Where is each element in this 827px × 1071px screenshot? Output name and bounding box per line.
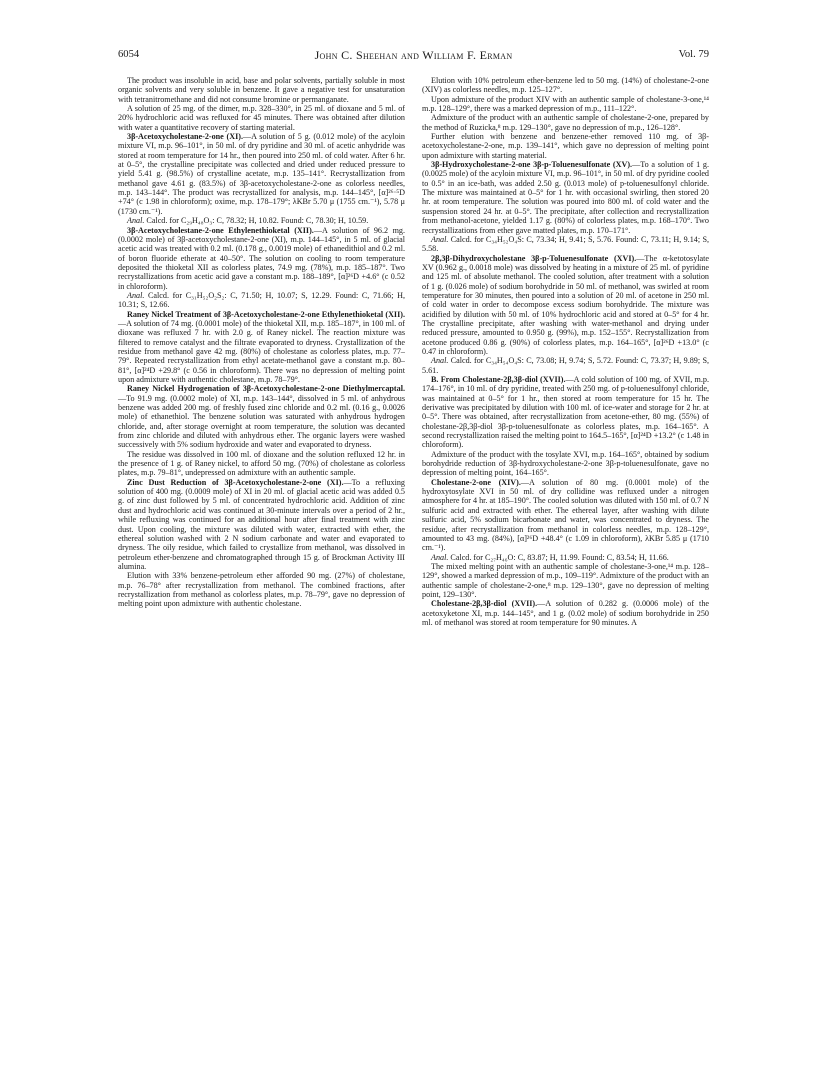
running-head-authors: John C. Sheehan and William F. Erman [314, 48, 513, 62]
paragraph-text: Calcd. for C₃₁H₅₂O₂S₂: C, 71.50; H, 10.07; S, 12.29. Found: C, 71.66; H, 10.31; S, 12.66. [118, 290, 405, 310]
paragraph-text: Admixture of the product with the tosylate XVI, m.p. 164–165°, obtained by sodium borohydride reduction of 3β-hydroxycholestane-2-one 3β-p-toluenesulfonate, gave no depression of melting point, 164–165°. [422, 449, 709, 478]
paragraph [118, 104, 405, 132]
paragraph [422, 599, 709, 627]
paragraph-text: A solution of 25 mg. of the dimer, m.p. 328–330°, in 25 ml. of dioxane and 5 ml. of 20% hydrochloric acid was refluxed for 45 minutes. There was obtained after dilution with water a quantitative recovery of starting material. [118, 104, 405, 132]
paragraph-text: The residue was dissolved in 100 ml. of dioxane and the solution refluxed 12 hr. in the presence of 1 g. of Raney nickel, to afford 50 mg. (70%) of cholestane as colorless plates, m.p. 79–81°, undepressed on admixture with an authentic sample. [118, 449, 405, 478]
paragraph-text: Calcd. for C₂₉H₄₈O₃: C, 78.32; H, 10.82. Found: C, 78.30; H, 10.59. [144, 216, 369, 226]
paragraph-text: —To 91.9 mg. (0.0002 mole) of XI, m.p. 143–144°, dissolved in 5 ml. of anhydrous benzene was added 200 mg. of freshly fused zinc chloride and 0.2 ml. (0.16 g., 0.0026 mole) of ethanethiol. The benzene solution was saturated with anhydrous hydrogen chloride, and, after storage overnight at room temperature, the solution was decanted from zinc chloride and diluted with anhydrous ether. The organic layers were washed successively with 5% sodium hydroxide and water and evaporated to dryness. [118, 393, 405, 450]
paragraph [422, 450, 709, 478]
section-heading: Cholestane-2-one (XIV). [431, 477, 521, 487]
paragraph-text: Calcd. for C₃₄H₅₂O₄S: C, 73.34; H, 9.41; S, 5.76. Found: C, 73.11; H, 9.14; S, 5.58. [422, 234, 709, 254]
paragraph [118, 571, 405, 608]
section-heading: 3β-Acetoxycholestane-2-one Ethylenethioketal (XII). [127, 225, 314, 235]
paragraph [118, 384, 405, 449]
paragraph [422, 95, 709, 114]
paragraph [422, 76, 709, 95]
paragraph-text: —To a refluxing solution of 400 mg. (0.0009 mole) of XI in 20 ml. of glacial acetic acid was added 0.5 g. of zinc dust followed by 5 ml. of concentrated hydrochloric acid. Addition of zinc dust and hydrochloric acid was continued at 30-minute intervals over a period of 2 hr., while refluxing was continued for an additional hour after final treatment with zinc dust. Upon cooling, the mixture was diluted with water, extracted with ether, the ethereal solution washed with 2 N sodium carbonate and water and evaporated to dryness. The oily residue, which failed to crystallize from methanol, was dissolved in petroleum ether-benzene and chromatographed through 15 g. of Brockman Activity III alumina. [118, 477, 405, 571]
paragraph-text: —To a solution of 1 g. (0.0025 mole) of the acyloin mixture VI, m.p. 96–101°, in 50 ml. of dry pyridine cooled to 0.5° in an ice-bath, was added 2.50 g. (0.013 mole) of p-toluenesulfonyl chloride. The mixture was maintained at 0–5° for 1 hr. with occasional swirling, then stored 20 hr. at room temperature. The solution was poured into 800 ml. of cold water and the suspension stored 24 hr. at 0–5°. The precipitate, after collection and recrystallization from methanol-acetone, yielded 1.17 g. (80%) of colorless plates, m.p. 168–170°. Two recrystallizations from ether gave matted plates, m.p. 170–171°. [422, 160, 709, 235]
paragraph [118, 216, 405, 225]
paragraph [422, 478, 709, 553]
paragraph-text: Further elution with benzene and benzene-ether removed 110 mg. of 3β-acetoxycholestane-2-one, m.p. 139–141°, which gave no depression of melting point upon admixture with starting material. [422, 132, 709, 160]
volume-label: Vol. 79 [678, 49, 709, 60]
section-heading: Zinc Dust Reduction of 3β-Acetoxycholestane-2-one (XI). [127, 477, 344, 487]
page-number: 6054 [118, 49, 140, 60]
analysis-label: Anal. [127, 216, 145, 226]
left-column [118, 76, 405, 609]
analysis-label: Anal. [431, 234, 449, 244]
paragraph-text: Calcd. for C₂₇H₄₆O: C, 83.87; H, 11.99. Found: C, 83.54; H, 11.66. [448, 552, 669, 562]
paragraph [422, 235, 709, 254]
page-header [118, 48, 709, 62]
paragraph [118, 226, 405, 291]
paragraph-text: Elution with 10% petroleum ether-benzene led to 50 mg. (14%) of cholestane-2-one (XIV) as colorless needles, m.p. 125–127°. [422, 76, 709, 95]
paragraph [422, 562, 709, 599]
paragraph-text: —A solution of 5 g. (0.012 mole) of the acyloin mixture VI, m.p. 96–101°, in 50 ml. of dry pyridine and 30 ml. of acetic anhydride was stored at room temperature for 14 hr., then poured into 250 ml. of cold water. After 6 hr. at 0–5°, the crystalline precipitate was collected and dried under reduced pressure to yield 5.41 g. (98.5%) of crystalline acetate, m.p. 135–141°. Recrystallization from methanol gave 4.61 g. (83.5%) of 3β-acetoxycholestane-2-one as colorless needles, m.p. 143–144°. The product was recrystallized for analysis, m.p. 144–145°, [α]²⁶·⁵D +74° (c 1.98 in chloroform); oxime, m.p. 178–179°; λKBr 5.70 μ (1755 cm.⁻¹), 5.78 μ (1730 cm.⁻¹). [118, 132, 405, 216]
paragraph-text: Upon admixture of the product XIV with an authentic sample of cholestane-3-one,¹⁴ m.p. 128–129°, there was a marked depression of m.p., 111–122°. [422, 94, 709, 114]
section-heading: Cholestane-2β,3β-diol (XVII). [431, 599, 538, 609]
paragraph [422, 375, 709, 450]
section-heading: 3β-Hydroxycholestane-2-one 3β-p-Toluenesulfonate (XV). [431, 160, 633, 170]
paragraph [422, 160, 709, 235]
section-heading: B. From Cholestane-2β,3β-diol (XVII). [431, 375, 566, 384]
section-heading: 3β-Acetoxycholestane-2-one (XI). [127, 132, 244, 142]
paragraph [118, 76, 405, 104]
paragraph [118, 291, 405, 310]
paragraph-text: The mixed melting point with an authentic sample of cholestane-3-one,¹⁴ m.p. 128–129°, showed a marked depression of m.p., 109–119°. Admixture of the product with an authentic sample of cholestane-2-one,⁸ m.p. 129–130°, gave no depression of melting point, 129–130°. [422, 561, 709, 599]
paragraph-text: The product was insoluble in acid, base and polar solvents, partially soluble in most organic solvents and very soluble in benzene. It gave a negative test for unsaturation with tetranitromethane and did not consume bromine or permanganate. [118, 76, 405, 104]
section-heading: Raney Nickel Hydrogenation of 3β-Acetoxycholestane-2-one Diethylmercaptal. [127, 384, 405, 394]
right-column [422, 76, 709, 627]
paragraph [118, 450, 405, 478]
section-heading: Raney Nickel Treatment of 3β-Acetoxycholestane-2-one Ethylenethioketal (XII). [127, 309, 405, 319]
paragraph [422, 254, 709, 357]
paragraph-text: —A solution of 74 mg. (0.0001 mole) of the thioketal XII, m.p. 185–187°, in 100 ml. of dioxane was refluxed 7 hr. with 2.0 g. of Raney nickel. The reaction mixture was filtered to remove catalyst and the filtrate evaporated to dryness. Crystallization of the residue from methanol gave 42 mg. (80%) of cholestane as colorless plates, m.p. 77–79°. Repeated recrystallization from ethyl acetate-methanol gave a constant m.p. 80–81°, [α]²⁴D +29.8° (c 0.56 in chloroform). There was no depression of melting point upon admixture with authentic cholestane, m.p. 78–79°. [118, 318, 405, 384]
paragraph-text: —A solution of 80 mg. (0.0001 mole) of the hydroxytosylate XVI in 50 ml. of dry collidine was refluxed under a nitrogen atmosphere for 4 hr. at 185–190°. The cooled solution was diluted with 150 ml. of 0.7 N sulfuric acid and extracted with ether. The ethereal layer, after washing with dilute sulfuric acid, 5% sodium bicarbonate and water, was concentrated to dryness. The residue, after recrystallization from methanol in colorless needles, m.p. 128–129°, amounted to 43 mg. (84%), [α]²⁶D +48.4° (c 1.09 in chloroform), λKBr 5.85 μ (1710 cm.⁻¹). [422, 477, 709, 553]
paragraph [422, 553, 709, 562]
paragraph-text: Calcd. for C₃₄H₅₄O₄S: C, 73.08; H, 9.74; S, 5.72. Found: C, 73.37; H, 9.89; S, 5.61. [422, 356, 709, 375]
paragraph [422, 132, 709, 160]
paragraph-text: —A solution of 0.282 g. (0.0006 mole) of the acetoxyketone XI, m.p. 144–145°, and 1 g. (0.02 mole) of sodium borohydride in 250 ml. of methanol was stored at room temperature for 90 minutes. A [422, 599, 709, 627]
paragraph-text: Elution with 33% benzene-petroleum ether afforded 90 mg. (27%) of cholestane, m.p. 76–78° after recrystallization from methanol. The combined fractions, after recrystallization from methanol as colorless plates, m.p. 78–79°, gave no depression of melting point upon admixture with authentic cholestane. [118, 571, 405, 609]
section-heading: 2β,3β-Dihydroxycholestane 3β-p-Toluenesulfonate (XVI). [431, 253, 637, 263]
paragraph [118, 132, 405, 216]
analysis-label: Anal. [431, 552, 449, 562]
paragraph [422, 113, 709, 132]
paragraph-text: —The α-ketotosylate XV (0.962 g., 0.0018 mole) was dissolved by heating in a mixture of 25 ml. of pyridine and 125 ml. of absolute methanol. The cooled solution, after treatment with a solution of 1 g. (0.026 mole) of sodium borohydride in 50 ml. of methanol, was swirled at room temperature for 30 minutes, then poured into a solution of 20 ml. of acetone in 250 ml. of cold water in order to decompose excess sodium borohydride. The mixture was acidified by dilution with 50 ml. of 10% hydrochloric acid and stored at 0–5° for 4 hr. The crystalline precipitate, after washing with water-methanol and drying under reduced pressure, amounted to 0.950 g. (99%), m.p. 152–155°. Recrystallization from acetone produced 0.86 g. (90%) of colorless plates, m.p. 164–165°, [α]²⁶D +13.0° (c 0.47 in chloroform). [422, 253, 709, 356]
paragraph [118, 478, 405, 571]
analysis-label: Anal. [431, 356, 449, 366]
analysis-label: Anal. [127, 290, 145, 300]
paragraph [118, 310, 405, 385]
paragraph-text: —A cold solution of 100 mg. of XVII, m.p. 174–176°, in 10 ml. of dry pyridine, treated with 250 mg. of p-toluenesulfonyl chloride, was maintained at 0–5° for 1 hr., then stored at room temperature for 15 hr. The derivative was precipitated by dilution with 100 ml. of ice-water and storage for 2 hr. at 0–5°. There was obtained, after recrystallization from acetone-ether, 80 mg. (55%) of cholestane-2β,3β-diol 3β-p-toluenesulfonate as colorless plates, m.p. 164–165°. A second recrystallization raised the melting point to 164.5–165°, [α]²⁴D +13.2° (c 1.48 in chloroform). [422, 375, 709, 450]
paragraph-text: Admixture of the product with an authentic sample of cholestane-2-one, prepared by the method of Ruzicka,⁸ m.p. 129–130°, gave no depression of m.p., 126–128°. [422, 113, 709, 132]
paragraph [422, 356, 709, 375]
paragraph-text: —A solution of 96.2 mg. (0.0002 mole) of 3β-acetoxycholestane-2-one (XI), m.p. 144–145°, in 5 ml. of glacial acetic acid was treated with 0.2 ml. (0.178 g., 0.0019 mole) of ethanedithiol and 0.2 ml. of boron fluoride etherate at 40–50°. The solution on cooling to room temperature deposited the thioketal XII as colorless plates, 74.9 mg. (78%), m.p. 185–187°. Two recrystallizations from acetic acid gave a constant m.p. 188–189°, [α]²⁶D +4.6° (c 0.52 in chloroform). [118, 225, 405, 291]
